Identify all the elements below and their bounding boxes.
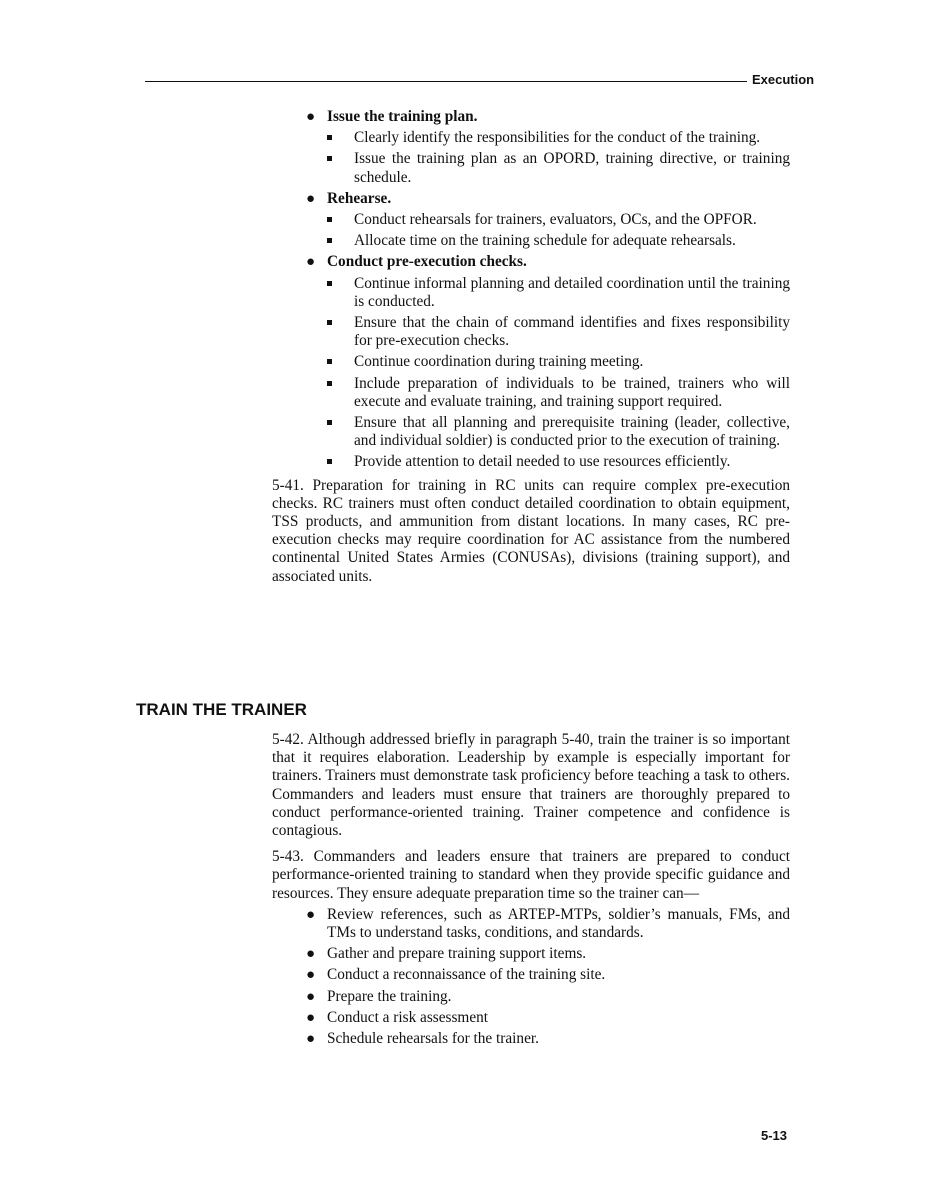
list-heading: Rehearse. bbox=[327, 189, 392, 207]
list-item: ● Conduct a reconnaissance of the training site. bbox=[306, 966, 606, 984]
list-item bbox=[272, 190, 790, 251]
list-item: ● Prepare the training. bbox=[306, 987, 452, 1005]
bullet-icon: ● bbox=[306, 988, 316, 1005]
sub-list bbox=[327, 211, 790, 250]
sub-list bbox=[327, 129, 790, 187]
square-bullet-icon bbox=[327, 381, 332, 386]
trainer-list bbox=[272, 906, 790, 1048]
sub-list-item: Clearly identify the responsibilities for the conduct of the training. bbox=[327, 129, 790, 147]
paragraph-5-41: 5-41. Preparation for training in RC units can require complex pre-execution checks. RC trainers must often conduct detailed coordination to obtain equipment, TSS products, and ammunition from distant locations. In many cases, RC pre-execution checks may require coordination for AC assistance from the numbered continental United States Armies (CONUSAs), divisions (training support), and associated units. bbox=[272, 476, 790, 585]
bullet-icon: ● bbox=[306, 1031, 316, 1048]
list-item bbox=[272, 253, 790, 471]
square-bullet-icon bbox=[327, 459, 332, 464]
page-number: 5-13 bbox=[761, 1128, 788, 1143]
list-item: ● Schedule rehearsals for the trainer. bbox=[306, 1030, 539, 1048]
sub-list-item: Ensure that the chain of command identifies and fixes responsibility for pre-execution checks. bbox=[327, 314, 790, 350]
header-rule bbox=[145, 81, 747, 82]
square-bullet-icon bbox=[327, 156, 332, 161]
bullet-icon: ● bbox=[306, 190, 316, 207]
bullet-icon: ● bbox=[306, 967, 316, 984]
sub-list-item: Include preparation of individuals to be trained, trainers who will execute and evaluate training, and training support required. bbox=[327, 375, 790, 411]
trainer-content bbox=[272, 731, 790, 1051]
sub-list-item: Provide attention to detail needed to use resources efficiently. bbox=[327, 453, 790, 471]
list-item bbox=[272, 108, 790, 187]
square-bullet-icon bbox=[327, 420, 332, 425]
square-bullet-icon bbox=[327, 359, 332, 364]
square-bullet-icon bbox=[327, 281, 332, 286]
top-content bbox=[272, 108, 790, 594]
square-bullet-icon bbox=[327, 238, 332, 243]
list-item: ● Review references, such as ARTEP-MTPs, soldier’s manuals, FMs, and TMs to understand tasks, conditions, and standards. bbox=[306, 905, 790, 942]
running-header: Execution bbox=[752, 72, 815, 87]
step-list bbox=[272, 108, 790, 472]
sub-list-item: Continue informal planning and detailed coordination until the training is conducted. bbox=[327, 275, 790, 311]
bullet-icon: ● bbox=[306, 946, 316, 963]
list-heading: Conduct pre-execution checks. bbox=[327, 253, 527, 271]
section-heading: TRAIN THE TRAINER bbox=[136, 700, 307, 719]
sub-list-item: Continue coordination during training meeting. bbox=[327, 353, 790, 371]
list-item: ● Gather and prepare training support items. bbox=[306, 945, 587, 963]
paragraph-5-43: 5-43. Commanders and leaders ensure that trainers are prepared to conduct performance-oriented training to standard when they provide specific guidance and resources. They ensure adequate preparation time so the trainer can— bbox=[272, 848, 790, 902]
sub-list-item: Allocate time on the training schedule for adequate rehearsals. bbox=[327, 232, 790, 250]
list-heading: Issue the training plan. bbox=[327, 108, 478, 125]
sub-list-item: Conduct rehearsals for trainers, evaluators, OCs, and the OPFOR. bbox=[327, 211, 790, 229]
paragraph-5-42: 5-42. Although addressed briefly in paragraph 5-40, train the trainer is so important that it requires elaboration. Leadership by example is especially important for trainers. Trainers must demonstrate task proficiency before teaching a task to others. Commanders and leaders must ensure that trainers are thoroughly prepared to conduct performance-oriented training. Trainer competence and confidence is contagious. bbox=[272, 731, 790, 840]
sub-list bbox=[327, 275, 790, 472]
bullet-icon: ● bbox=[306, 254, 316, 271]
sub-list-item: Issue the training plan as an OPORD, training directive, or training schedule. bbox=[327, 150, 790, 186]
bullet-icon: ● bbox=[306, 109, 316, 125]
square-bullet-icon bbox=[327, 320, 332, 325]
bullet-icon: ● bbox=[306, 906, 316, 923]
square-bullet-icon bbox=[327, 135, 332, 140]
sub-list-item: Ensure that all planning and prerequisite training (leader, collective, and individual soldier) is conducted prior to the execution of training. bbox=[327, 414, 790, 450]
square-bullet-icon bbox=[327, 217, 332, 222]
bullet-icon: ● bbox=[306, 1009, 316, 1026]
list-item: ● Conduct a risk assessment bbox=[306, 1008, 489, 1026]
